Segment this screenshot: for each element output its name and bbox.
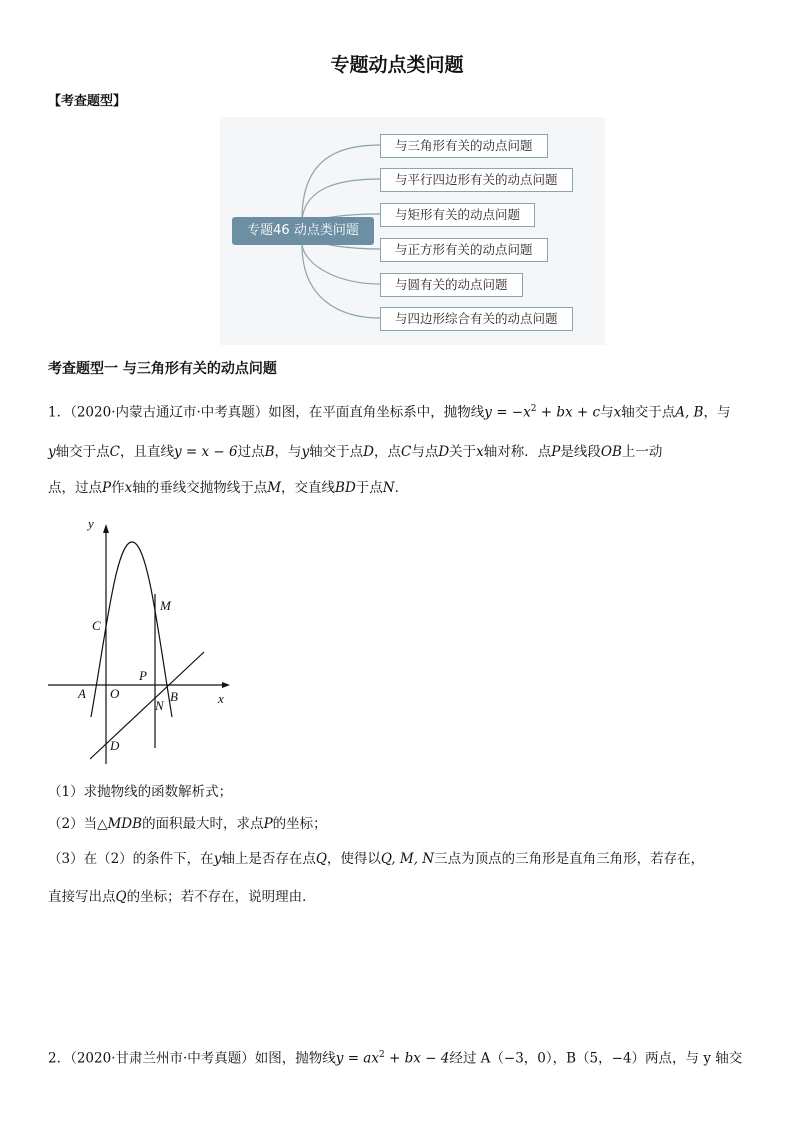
mindmap-branch-circle: 与圆有关的动点问题 xyxy=(380,273,523,297)
exponent: 2 xyxy=(378,1050,385,1060)
text: 与 xyxy=(600,404,614,421)
text: 轴上是否存在点 xyxy=(221,851,316,867)
mindmap-branch-rectangle: 与矩形有关的动点问题 xyxy=(380,203,535,227)
parabola-equation-tail: + bx − 4 xyxy=(384,1050,450,1067)
label-a: A xyxy=(78,686,86,701)
type1-heading: 考查题型一 与三角形有关的动点问题 xyxy=(48,361,277,377)
parabola-equation-tail: + bx + c xyxy=(536,404,601,421)
text: 轴对称．点 xyxy=(483,444,552,460)
problem1-source: 1．（2020·内蒙古通辽市·中考真题）如图，在平面直角坐标系中，抛物线 xyxy=(48,404,485,421)
text: ，与 xyxy=(703,404,731,421)
problem1-line2 xyxy=(48,442,748,462)
text: 点，过点 xyxy=(48,480,102,496)
text: 三点为顶点的三角形是直角三角形，若存在， xyxy=(434,851,705,867)
point-n: N xyxy=(382,480,395,496)
text: 轴的垂线交抛物线于点 xyxy=(132,480,268,496)
label-d: D xyxy=(110,738,120,753)
text: ，点 xyxy=(374,444,401,460)
text: 关于 xyxy=(449,444,477,460)
text: 作 xyxy=(111,480,125,496)
text: 轴交于点 xyxy=(621,404,676,421)
line-bd: BD xyxy=(335,480,356,496)
text: 的坐标；若不存在，说明理由． xyxy=(126,889,316,905)
points-ab: A, B xyxy=(675,404,704,421)
label-c: C xyxy=(92,618,101,633)
label-y: y xyxy=(88,516,94,531)
text: 的面积最大时，求点 xyxy=(142,816,264,832)
text: 轴交于点 xyxy=(309,444,364,460)
text: ，使得以 xyxy=(326,851,381,867)
point-q: Q xyxy=(115,889,127,905)
label-m: M xyxy=(160,598,171,613)
point-q: Q xyxy=(315,851,327,867)
label-p: P xyxy=(139,668,147,683)
mindmap xyxy=(220,117,605,345)
exponent: 2 xyxy=(530,404,537,414)
problem1-figure xyxy=(44,512,244,772)
label-n: N xyxy=(155,698,164,713)
var-x: x xyxy=(476,444,484,460)
var-y: y xyxy=(301,444,310,460)
var-x: x xyxy=(613,404,622,421)
problem1-q3-line2 xyxy=(48,885,316,905)
mindmap-branch-parallelogram: 与平行四边形有关的动点问题 xyxy=(380,168,573,192)
problem1-line1 xyxy=(48,399,748,423)
var-y: y xyxy=(48,444,56,460)
point-p: P xyxy=(551,444,561,460)
problem1-q3-line1 xyxy=(48,847,704,867)
text: ，且直线 xyxy=(119,444,174,460)
parabola xyxy=(91,542,172,717)
section-tag: 【考查题型】 xyxy=(48,94,127,109)
var-x: x xyxy=(124,480,133,496)
parabola-equation: y = −x xyxy=(484,404,531,421)
point-c: C xyxy=(109,444,120,460)
page-title: 专题动点类问题 xyxy=(330,54,464,76)
text: ． xyxy=(394,480,409,496)
text: 的坐标； xyxy=(272,816,327,832)
x-axis-arrow xyxy=(222,682,230,688)
mindmap-root: 专题46 动点类问题 xyxy=(232,217,374,245)
problem2-source: 2．（2020·甘肃兰州市·中考真题）如图，抛物线 xyxy=(48,1050,336,1067)
text: 是线段 xyxy=(560,444,601,460)
mindmap-branch-quadrilateral: 与四边形综合有关的动点问题 xyxy=(380,307,573,331)
text: 与点 xyxy=(411,444,439,460)
triangle-symbol: △ xyxy=(97,816,108,832)
points-qmn: Q, M, N xyxy=(380,851,435,867)
point-m: M xyxy=(267,480,282,496)
problem2-line1 xyxy=(48,1045,748,1069)
point-d: D xyxy=(363,444,374,460)
label-o: O xyxy=(110,686,120,701)
problem1-q1: （1）求抛物线的函数解析式； xyxy=(48,784,233,800)
segment-ob: OB xyxy=(600,444,622,460)
line-equation: y = x − 6 xyxy=(173,444,238,460)
problem1-line3 xyxy=(48,478,748,498)
text: ，交直线 xyxy=(281,480,336,496)
point-p: P xyxy=(102,480,112,496)
text: （3）在（2）的条件下，在 xyxy=(48,851,214,867)
text: 经过 A（−3，0），B（5，−4）两点，与 y 轴交 xyxy=(449,1050,743,1067)
parabola-equation: y = ax xyxy=(335,1050,379,1067)
text: 轴交于点 xyxy=(55,444,110,460)
label-x: x xyxy=(218,691,224,706)
mindmap-branch-triangle: 与三角形有关的动点问题 xyxy=(380,134,548,158)
label-b: B xyxy=(170,689,178,704)
text: 于点 xyxy=(355,480,383,496)
point-p: P xyxy=(263,816,273,832)
problem1-q2 xyxy=(48,812,327,832)
triangle-mdb: MDB xyxy=(107,816,143,832)
text: 过点 xyxy=(237,444,265,460)
point-d: D xyxy=(438,444,450,460)
var-y: y xyxy=(213,851,222,867)
text: 上一动 xyxy=(621,444,663,460)
point-c: C xyxy=(401,444,412,460)
text: 直接写出点 xyxy=(48,889,116,905)
text: ，与 xyxy=(274,444,302,460)
y-axis-arrow xyxy=(103,524,109,533)
mindmap-branch-square: 与正方形有关的动点问题 xyxy=(380,238,548,262)
line-bd xyxy=(90,652,204,759)
text: （2）当 xyxy=(48,816,98,832)
point-b: B xyxy=(264,444,275,460)
